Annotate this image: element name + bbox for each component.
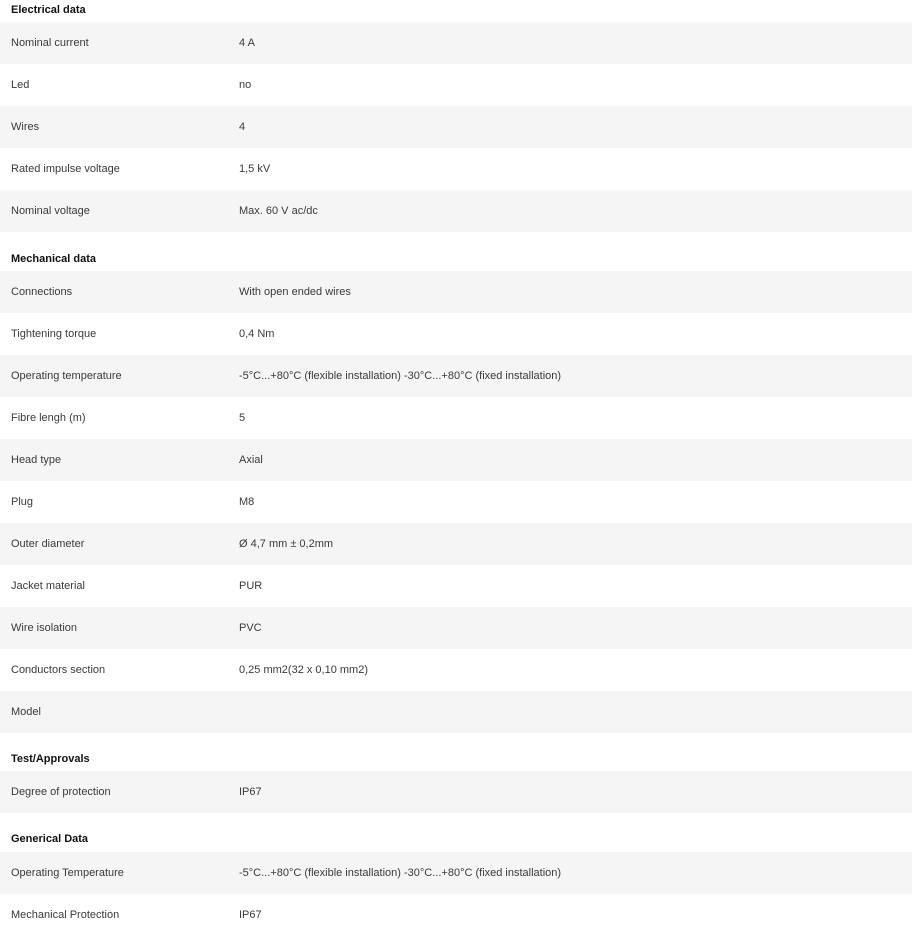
table-row xyxy=(0,691,912,733)
row-label: Led xyxy=(11,79,30,91)
row-value: M8 xyxy=(239,496,255,508)
row-label: Connections xyxy=(11,286,73,298)
row-value: With open ended wires xyxy=(239,286,351,298)
test-approvals-section xyxy=(0,733,912,813)
row-label: Rated impulse voltage xyxy=(11,163,120,175)
row-value: IP67 xyxy=(239,786,262,798)
mechanical-data-section xyxy=(0,232,912,733)
table-row xyxy=(0,148,912,190)
row-value: Axial xyxy=(239,454,263,466)
row-label: Wire isolation xyxy=(11,622,78,634)
row-label: Tightening torque xyxy=(11,328,97,340)
table-row xyxy=(0,565,912,607)
row-label: Plug xyxy=(11,496,34,508)
row-value: 5 xyxy=(239,412,246,424)
table-row xyxy=(0,190,912,232)
table-row xyxy=(0,771,912,813)
electrical-data-section xyxy=(0,0,912,232)
row-label: Head type xyxy=(11,454,62,466)
table-row xyxy=(0,355,912,397)
row-label: Degree of protection xyxy=(11,786,111,798)
row-label: Operating temperature xyxy=(11,370,122,382)
row-value: 1,5 kV xyxy=(239,163,271,175)
table-row xyxy=(0,271,912,313)
table-row xyxy=(0,649,912,691)
table-row xyxy=(0,481,912,523)
row-value: no xyxy=(239,79,252,91)
row-value: IP67 xyxy=(239,909,262,921)
section-title: Generical Data xyxy=(11,833,89,845)
row-value: PVC xyxy=(239,622,262,634)
table-row xyxy=(0,852,912,894)
table-row xyxy=(0,106,912,148)
row-label: Operating Temperature xyxy=(11,867,124,879)
table-row xyxy=(0,894,912,936)
row-value: -5°C...+80°C (flexible installation) -30°C...+80°C (fixed installation) xyxy=(239,867,562,879)
row-value: Max. 60 V ac/dc xyxy=(239,205,318,217)
generical-data-section xyxy=(0,813,912,936)
row-label: Jacket material xyxy=(11,580,85,592)
row-label: Fibre lengh (m) xyxy=(11,412,86,424)
row-value: 4 A xyxy=(239,37,255,49)
section-title: Test/Approvals xyxy=(11,753,90,765)
row-value: PUR xyxy=(239,580,263,592)
row-value: -5°C...+80°C (flexible installation) -30°C...+80°C (fixed installation) xyxy=(239,370,562,382)
table-row xyxy=(0,64,912,106)
section-title: Mechanical data xyxy=(11,253,96,265)
row-value: 0,4 Nm xyxy=(239,328,275,340)
table-row xyxy=(0,22,912,64)
row-label: Model xyxy=(11,706,41,718)
table-row xyxy=(0,607,912,649)
section-title: Electrical data xyxy=(11,4,86,16)
table-row xyxy=(0,313,912,355)
table-row xyxy=(0,439,912,481)
row-label: Conductors section xyxy=(11,664,106,676)
row-label: Outer diameter xyxy=(11,538,85,550)
row-label: Nominal voltage xyxy=(11,205,90,217)
row-label: Mechanical Protection xyxy=(11,909,120,921)
row-label: Nominal current xyxy=(11,37,89,49)
table-row xyxy=(0,397,912,439)
row-value: Ø 4,7 mm ± 0,2mm xyxy=(239,538,334,550)
row-value: 4 xyxy=(239,121,246,133)
row-value: 0,25 mm2(32 x 0,10 mm2) xyxy=(239,664,368,676)
table-row xyxy=(0,523,912,565)
row-label: Wires xyxy=(11,121,40,133)
